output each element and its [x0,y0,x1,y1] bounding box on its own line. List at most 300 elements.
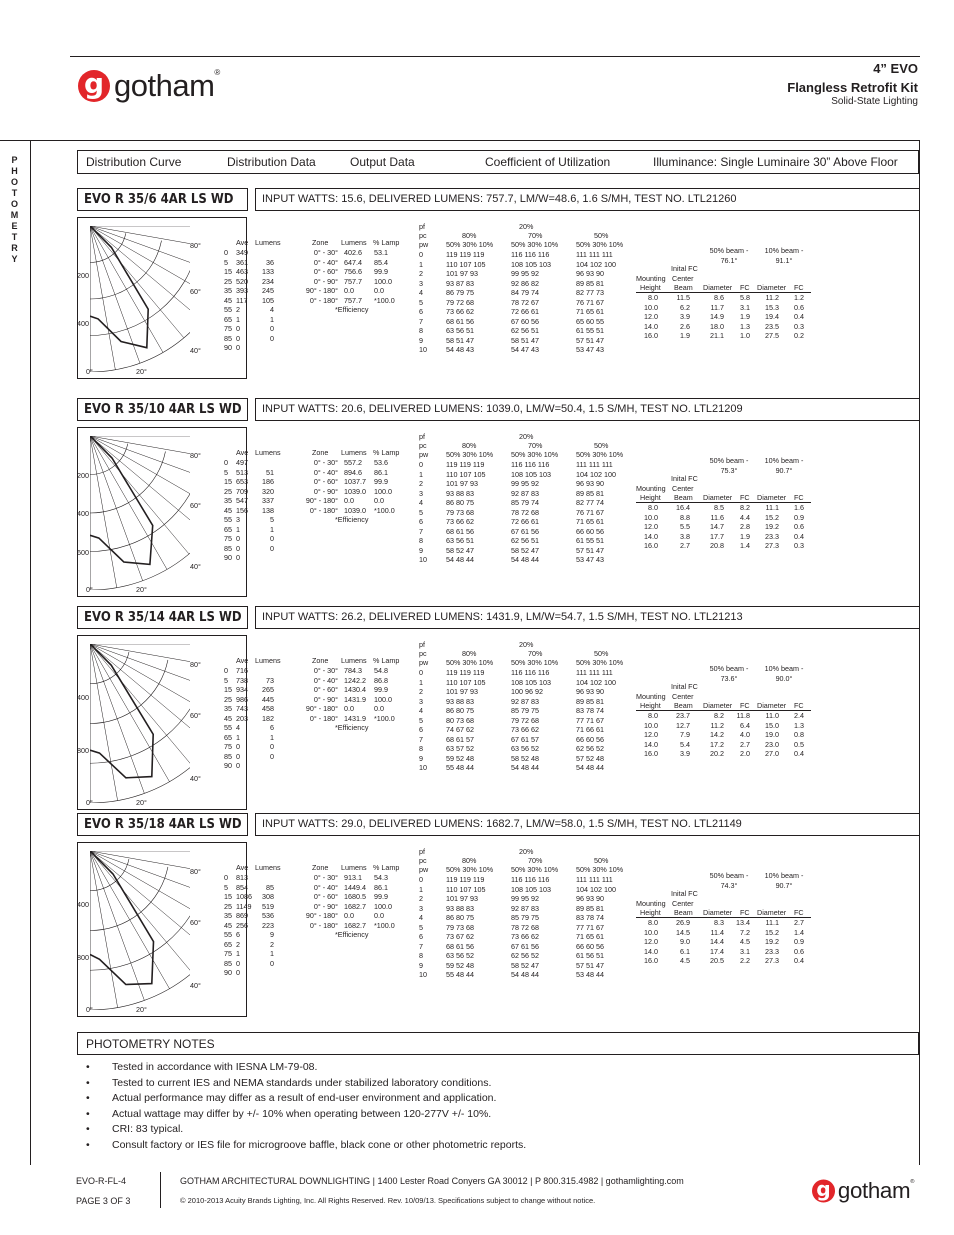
illum-fc50: 2.0 [740,749,750,758]
cu-pc50: 50% [594,856,609,865]
zone-range: 0° - 180° [309,295,338,305]
top-rule [70,56,920,57]
illum-fc10: 2.7 [794,918,804,927]
gotham-g-icon: g [78,70,110,102]
zone-range: 0° - 90° [313,901,338,911]
dist-angle: 90 [224,553,232,562]
dist-candela: 463 [236,267,248,276]
dist-candela: 513 [236,467,248,477]
angle-label-60: 60° [190,287,201,297]
cu-row-80: 54 48 44 [446,555,474,564]
dist-candela: 0 [236,534,240,543]
zone-range: 0° - 180° [309,713,338,723]
cu-row-80: 73 66 62 [446,517,474,526]
cu-row-80: 79 73 68 [446,922,474,932]
zone-lumens-header: Lumens [341,238,367,247]
cu-row-80: 86 80 75 [446,913,474,922]
cu-row-80: 68 61 56 [446,316,474,326]
zone-lumens: 1242.2 [344,675,366,685]
dist-candela: 0 [236,324,240,333]
dist-lumens: 105 [262,295,274,305]
efficiency-note: *Efficiency [335,723,369,732]
cu-row-80: 59 52 48 [446,960,474,970]
side-label-photometry: P H O T O M E T R Y [10,155,20,264]
beam50-value: 76.1° [720,256,738,265]
cu-row-50: 76 71 67 [576,507,604,517]
zone-lumens: 1431.9 [344,694,366,704]
zone-lumens: 1680.5 [344,892,366,901]
dist-lumens: 320 [262,486,274,496]
cu-row-80: 101 97 93 [446,479,478,488]
beam50-label: 50% beam - [709,664,749,673]
cu-rcr: 3 [419,696,423,706]
illum-diam10: 15.2 [765,512,779,522]
dist-angle: 5 [224,467,228,477]
dist-header-ave: Ave [236,656,249,665]
illum-fc50: 1.9 [740,312,750,321]
illum-diam50: 14.4 [710,937,724,946]
nav-distribution-data: Distribution Data [227,155,316,169]
dist-lumens: 0 [270,534,274,543]
dist-lumens: 4 [270,305,274,314]
polar-grid [90,644,190,803]
zone-range: 0° - 40° [313,882,338,892]
cu-row-50: 111 111 111 [576,250,613,259]
cu-row-80: 86 79 75 [446,288,474,297]
illum-diam10: 27.5 [765,331,779,340]
illum-height: 16.0 [644,331,658,340]
fc1-label: FC [740,908,750,917]
illum-fc50: 4.4 [740,512,750,522]
beam-label: Beam [674,908,693,917]
illum-height: 14.0 [644,946,658,956]
zone-lumens: 0.0 [344,496,354,505]
illum-fc10: 0.8 [794,730,804,739]
cu-row-80: 79 73 68 [446,507,474,517]
cu-pw-header: 50% 30% 10% [576,658,624,667]
note-item: • Tested to current IES and NEMA standards under stabilized laboratory conditions. [86,1076,526,1092]
dist-angle: 65 [224,524,232,534]
dist-header-lumens: Lumens [255,656,281,665]
cu-row-50: 53 47 43 [576,555,604,564]
dist-candela: 0 [236,343,240,352]
angle-label-60: 60° [190,917,201,927]
cu-row-50: 53 48 44 [576,970,604,979]
illum-rule [636,917,811,918]
illum-diam50: 11.4 [710,927,724,937]
polar-grid [90,436,190,590]
cu-row-80: 110 107 105 [446,259,486,269]
cu-row-80: 79 72 68 [446,297,474,307]
zone-range: 0° - 90° [313,276,338,286]
cu-row-80: 86 80 75 [446,498,474,507]
illum-center-fc: 16.4 [676,503,690,512]
cu-row-70: 58 52 47 [511,960,539,970]
illum-fc10: 1.3 [794,720,804,730]
dist-angle: 75 [224,534,232,543]
cu-rcr: 9 [419,753,423,763]
cu-row-70: 54 48 44 [511,763,539,772]
cu-row-70: 116 116 116 [511,460,550,469]
note-item: • Actual performance may differ as a result of end-user environment and application. [86,1091,526,1107]
zone-pct: 86.1 [374,882,388,892]
illum-height: 14.0 [644,531,658,541]
cu-row-70: 85 79 74 [511,498,539,507]
illum-height: 14.0 [644,321,658,331]
cu-row-80: 73 66 62 [446,307,474,316]
dist-candela: 1086 [236,892,252,901]
cu-row-80: 73 67 62 [446,932,474,941]
cu-row-70: 108 105 103 [511,259,551,269]
cu-pc70: 70% [528,856,543,865]
illum-fc10: 0.6 [794,302,804,312]
zone-lumens: 1682.7 [344,901,366,911]
zone-lumens: 647.4 [344,257,362,267]
cu-row-80: 63 56 51 [446,536,474,545]
angle-label-60: 60° [190,710,201,720]
cu-rcr: 5 [419,507,423,517]
dist-lumens: 85 [266,882,274,892]
illum-center-fc: 9.0 [680,937,690,946]
zone-range: 0° - 30° [313,248,338,257]
dist-angle: 5 [224,882,228,892]
illum-diam50: 11.2 [710,720,724,730]
center-label: Center [672,484,694,493]
illum-diam10: 23.3 [765,531,779,541]
illum-center-fc: 5.5 [680,522,690,531]
page-number: PAGE 3 OF 3 [76,1196,131,1206]
cu-pf-value: 20% [519,222,534,231]
illum-center-fc: 14.5 [676,927,690,937]
illum-fc50: 6.4 [740,720,750,730]
initial-fc-label: Inital FC [671,474,698,483]
cu-pc70: 70% [528,441,543,450]
dist-candela: 361 [236,257,248,267]
zone-pct: 99.9 [374,892,388,901]
angle-label-80: 80° [190,659,201,669]
height-label: Height [640,908,661,917]
cu-row-70: 58 52 48 [511,753,539,763]
zone-lumens-header: Lumens [341,448,367,457]
dist-candela: 813 [236,873,248,882]
cu-row-70: 84 79 74 [511,288,539,297]
dist-lumens: 536 [262,911,274,920]
zone-header: Zone [312,238,329,247]
cu-row-70: 67 61 57 [511,734,539,744]
zone-pct: 100.0 [374,276,392,286]
illum-fc10: 0.2 [794,331,804,340]
angle-label-40: 40° [190,345,201,355]
cu-row-50: 96 93 90 [576,687,604,696]
dist-lumens: 245 [262,286,274,295]
zone-pct: *100.0 [374,295,395,305]
height-label: Height [640,283,661,292]
cu-row-50: 96 93 90 [576,479,604,488]
fc1-label: FC [740,701,750,710]
illum-diam50: 8.6 [714,293,724,302]
cu-row-70: 62 56 51 [511,326,539,335]
note-item: • Consult factory or IES file for microgroove baffle, black cone or other photometric reports. [86,1138,526,1154]
illum-diam10: 27.0 [765,749,779,758]
zone-pct: 53.6 [374,458,388,467]
dist-candela: 986 [236,694,248,704]
beam10-label: 10% beam - [764,664,804,673]
cu-row-50: 57 51 47 [576,335,604,345]
dist-candela: 1 [236,949,240,958]
cu-row-50: 96 93 90 [576,894,604,903]
zone-lumens: 1682.7 [344,920,366,930]
angle-label-0: 0° [86,367,93,376]
cu-rcr: 6 [419,725,423,734]
efficiency-note: *Efficiency [335,515,369,524]
dist-angle: 25 [224,276,232,286]
product-subtitle: Flangless Retrofit Kit [787,80,918,95]
illum-height: 12.0 [644,522,658,531]
radial-label: 600 [77,547,89,557]
dist-lumens: 36 [266,257,274,267]
cu-pf-label: pf [419,847,425,856]
cu-rcr: 0 [419,250,423,259]
cu-row-50: 61 55 51 [576,536,604,545]
nav-illuminance: Illuminance: Single Luminaire 30” Above Floor [653,155,898,169]
zone-pct: 0.0 [374,911,384,920]
illum-diam50: 20.5 [710,956,724,965]
cu-row-80: 119 119 119 [446,875,485,884]
zone-range: 90° - 180° [305,286,338,295]
illum-diam10: 19.0 [765,730,779,739]
angle-label-80: 80° [190,240,201,250]
dist-lumens: 0 [270,543,274,553]
product-type: Solid-State Lighting [831,96,918,107]
illum-fc50: 4.0 [740,730,750,739]
dist-angle: 35 [224,286,232,295]
nav-cu: Coefficient of Utilization [485,155,611,169]
illum-fc50: 3.1 [740,302,750,312]
dist-lumens: 0 [270,742,274,751]
illum-fc10: 0.9 [794,937,804,946]
dist-angle: 0 [224,666,228,675]
dist-candela: 156 [236,505,248,515]
illum-height: 12.0 [644,312,658,321]
dist-angle: 35 [224,496,232,505]
zone-range: 90° - 180° [305,704,338,713]
dist-header-ave: Ave [236,448,249,457]
cu-pc70: 70% [528,231,543,240]
dist-lumens: 51 [266,467,274,477]
cu-rcr: 9 [419,545,423,555]
cu-row-50: 53 47 43 [576,345,604,354]
cu-row-80: 93 87 83 [446,278,474,288]
dist-angle: 85 [224,958,232,968]
illum-diam50: 14.9 [710,312,724,321]
cu-rcr: 2 [419,894,423,903]
cu-rcr: 0 [419,460,423,469]
notes-list [86,1060,526,1153]
cu-pw-header: 50% 30% 10% [446,240,494,249]
cu-row-80: 59 52 48 [446,753,474,763]
note-item: • Actual wattage may differ by +/- 10% when operating between 120-277V +/- 10%. [86,1107,526,1123]
dist-candela: 0 [236,968,240,977]
cu-rcr: 4 [419,498,423,507]
zone-range: 0° - 30° [313,666,338,675]
dist-candela: 653 [236,477,248,486]
cu-row-70: 85 79 75 [511,706,539,715]
cu-row-50: 96 93 90 [576,269,604,278]
cu-row-80: 68 61 56 [446,941,474,951]
zone-pct: 53.1 [374,248,388,257]
illum-fc10: 0.5 [794,739,804,749]
cu-rcr: 9 [419,960,423,970]
zone-header: Zone [312,656,329,665]
cu-row-70: 54 47 43 [511,345,539,354]
zone-lumens: 0.0 [344,911,354,920]
dist-angle: 45 [224,920,232,930]
dist-candela: 1 [236,732,240,742]
zone-range: 0° - 180° [309,920,338,930]
illum-fc10: 0.9 [794,512,804,522]
cu-row-70: 92 87 83 [511,903,539,913]
cu-row-80: 63 56 52 [446,951,474,960]
beam10-value: 91.1° [775,256,793,265]
cu-row-50: 104 102 100 [576,677,616,687]
cu-rcr: 0 [419,668,423,677]
dist-header-lumens: Lumens [255,238,281,247]
cu-row-70: 92 86 82 [511,278,539,288]
notes-title: PHOTOMETRY NOTES [77,1032,919,1055]
cu-pf-label: pf [419,640,425,649]
diameter2-label: Diameter [757,908,787,917]
illum-diam50: 17.7 [710,531,724,541]
zone-lumens: 1037.7 [344,477,366,486]
cu-rcr: 3 [419,903,423,913]
illum-diam10: 19.4 [765,312,779,321]
cu-rcr: 1 [419,469,423,479]
illum-height: 10.0 [644,927,658,937]
illum-diam10: 15.2 [765,927,779,937]
dist-angle: 65 [224,314,232,324]
polar-grid [90,226,190,372]
illum-fc50: 2.8 [740,522,750,531]
dist-candela: 1149 [236,901,252,911]
cu-pf-label: pf [419,222,425,231]
dist-lumens: 265 [262,685,274,694]
dist-header-ave: Ave [236,863,249,872]
dist-candela: 869 [236,911,248,920]
illum-fc10: 1.6 [794,503,804,512]
radial-label: 800 [77,953,89,962]
efficiency-note: *Efficiency [335,930,369,939]
cu-rcr: 6 [419,307,423,316]
cu-pw-header: 50% 30% 10% [576,450,624,459]
dist-lumens: 445 [262,694,274,704]
illum-diam10: 19.2 [765,937,779,946]
fc2-label: FC [794,701,804,710]
cu-row-80: 55 48 44 [446,763,474,772]
cu-row-70: 67 60 56 [511,316,539,326]
beam10-value: 90.0° [775,674,793,683]
illum-fc50: 7.2 [740,927,750,937]
illum-diam50: 20.8 [710,541,724,550]
section-info: INPUT WATTS: 26.2, DELIVERED LUMENS: 1431.9, LM/W=54.7, 1.5 S/MH, TEST NO. LTL21213 [255,606,920,629]
illum-center-fc: 26.9 [676,918,690,927]
cu-rcr: 8 [419,326,423,335]
cu-row-70: 92 87 83 [511,488,539,498]
dist-angle: 45 [224,505,232,515]
cu-row-80: 101 97 93 [446,894,478,903]
illum-fc50: 4.5 [740,937,750,946]
illum-height: 12.0 [644,937,658,946]
cu-row-50: 111 111 111 [576,668,613,677]
diameter1-label: Diameter [703,283,733,292]
mounting-label: Mounting [636,692,666,701]
cu-row-80: 58 51 47 [446,335,474,345]
zone-pct: 85.4 [374,257,388,267]
cu-row-50: 66 60 56 [576,941,604,951]
illum-diam10: 23.5 [765,321,779,331]
cu-row-50: 89 85 81 [576,903,604,913]
diameter2-label: Diameter [757,493,787,502]
dist-lumens: 2 [270,939,274,949]
illum-diam10: 15.0 [765,720,779,730]
illum-fc50: 1.9 [740,531,750,541]
initial-fc-label: Inital FC [671,889,698,898]
illum-diam50: 8.3 [714,918,724,927]
cu-row-70: 99 95 92 [511,894,539,903]
dist-angle: 0 [224,248,228,257]
dist-lumens: 234 [262,276,274,286]
illum-height: 16.0 [644,541,658,550]
illum-center-fc: 2.7 [680,541,690,550]
zone-pct: *100.0 [374,505,395,515]
illum-diam50: 11.6 [710,512,724,522]
dist-angle: 25 [224,901,232,911]
illum-diam10: 27.3 [765,541,779,550]
angle-label-40: 40° [190,774,201,784]
radial-label: 400 [77,509,89,518]
cu-rcr: 6 [419,932,423,941]
cu-rcr: 4 [419,913,423,922]
illum-diam50: 20.2 [710,749,724,758]
cu-row-70: 54 48 44 [511,555,539,564]
note-item: • Tested in accordance with IESNA LM-79-08. [86,1060,526,1076]
dist-candela: 0 [236,553,240,562]
cu-pc-label: pc [419,649,427,658]
angle-label-20: 20° [136,1005,147,1014]
zone-pct: 100.0 [374,486,392,496]
cu-pc80: 80% [462,231,477,240]
cu-rcr: 9 [419,335,423,345]
diameter2-label: Diameter [757,283,787,292]
zone-lumens-header: Lumens [341,656,367,665]
dist-candela: 520 [236,276,248,286]
illum-center-fc: 3.9 [680,312,690,321]
cu-row-70: 62 56 51 [511,536,539,545]
zone-lumens: 1039.0 [344,486,366,496]
illum-fc50: 3.1 [740,946,750,956]
cu-row-50: 89 85 81 [576,696,604,706]
zone-pct: 99.9 [374,267,388,276]
cu-row-50: 61 56 51 [576,951,604,960]
angle-label-20: 20° [136,798,147,807]
cu-pw-header: 50% 30% 10% [576,865,624,874]
illum-fc10: 0.3 [794,541,804,550]
illum-center-fc: 2.6 [680,321,690,331]
dist-candela: 2 [236,939,240,949]
illum-fc10: 0.4 [794,531,804,541]
cu-rcr: 3 [419,488,423,498]
nav-output-data: Output Data [350,155,415,169]
cu-row-70: 116 116 116 [511,668,550,677]
